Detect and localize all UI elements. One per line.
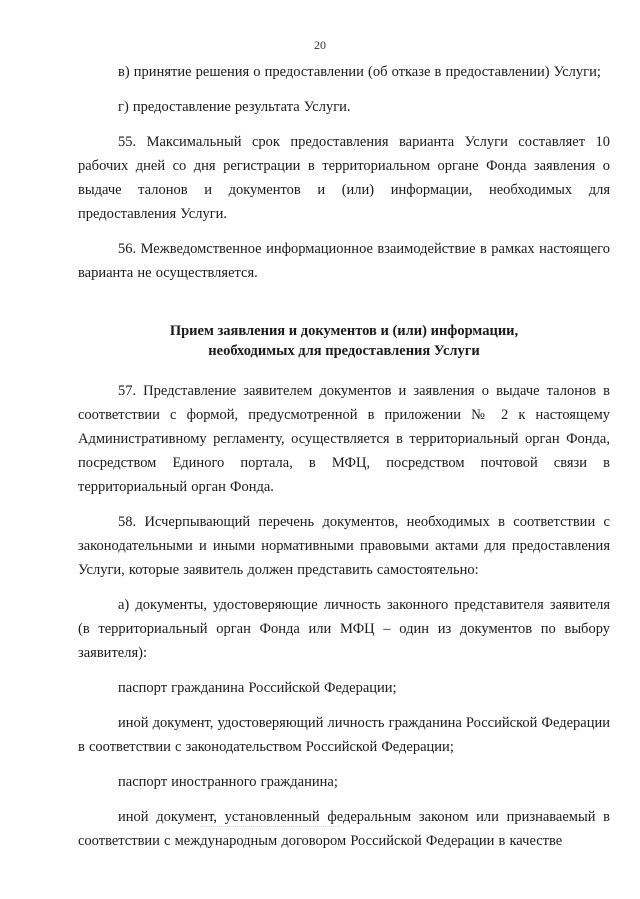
paragraph-57: 57. Представление заявителем документов и заявления о выдаче талонов в соответствии с формой, предусмотренной в приложении № 2 к настоящему Административному регламенту, осуществляется в территориальный орган Фонда, посредством Единого портала, в МФЦ, посредством почтовой связи в территориальный орган Фонда. xyxy=(78,383,610,495)
section-heading xyxy=(78,321,610,361)
section-heading-line-2: необходимых для предоставления Услуги xyxy=(208,343,480,359)
section-heading-line-1: Прием заявления и документов и (или) информации, xyxy=(169,323,519,339)
paragraph-item-g: г) предоставление результата Услуги. xyxy=(118,99,351,115)
list-item-foreign-passport: паспорт иностранного гражданина; xyxy=(118,774,338,790)
list-item-other-id-federal: иной документ, установленный федеральным законом или признаваемый в соответствии с международным договором Российской Федерации в качестве xyxy=(78,809,610,849)
list-item-passport-rf: паспорт гражданина Российской Федерации; xyxy=(118,680,397,696)
paragraph-item-a: а) документы, удостоверяющие личность законного представителя заявителя (в территориальный орган Фонда или МФЦ – один из документов по выбору заявителя): xyxy=(78,597,610,661)
document-body xyxy=(78,60,610,853)
paragraph-item-v: в) принятие решения о предоставлении (об отказе в предоставлении) Услуги; xyxy=(118,64,601,80)
page-number: 20 xyxy=(314,38,326,52)
paragraph-58: 58. Исчерпывающий перечень документов, необходимых в соответствии с законодательными и иными нормативными правовыми актами для предоставления Услуги, которые заявитель должен представить самостоятельно: xyxy=(78,514,610,578)
paragraph-56: 56. Межведомственное информационное взаимодействие в рамках настоящего варианта не осуществляется. xyxy=(78,241,610,281)
scan-artifact xyxy=(200,826,340,829)
list-item-other-id-rf: иной документ, удостоверяющий личность гражданина Российской Федерации в соответствии с законодательством Российской Федерации; xyxy=(78,715,610,755)
paragraph-55: 55. Максимальный срок предоставления варианта Услуги составляет 10 рабочих дней со дня регистрации в территориальном органе Фонда заявления о выдаче талонов и документов и (или) информации, необходимых для предоставления Услуги. xyxy=(78,134,610,222)
